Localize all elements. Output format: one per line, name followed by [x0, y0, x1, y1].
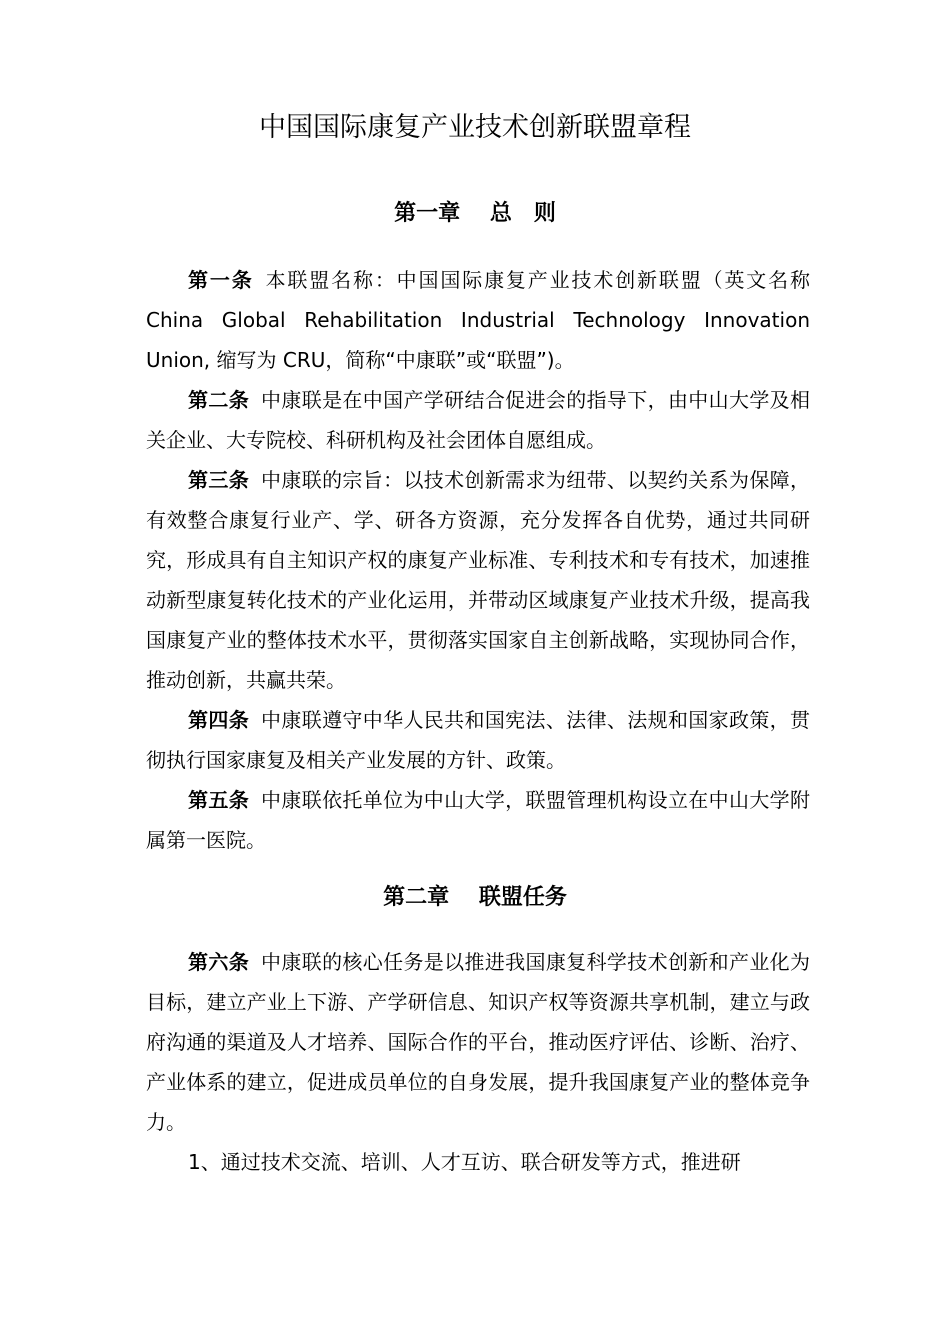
article-text: 中康联依托单位为中山大学，联盟管理机构设立在中山大学附属第一医院。 [146, 788, 811, 852]
article-text: 中康联遵守中华人民共和国宪法、法律、法规和国家政策，贯彻执行国家康复及相关产业发展的方针、政策。 [146, 708, 811, 772]
article-3 [146, 460, 810, 700]
article-label: 第二条 [188, 388, 250, 412]
article-2 [146, 380, 810, 460]
chapter-2-heading: 第二章 联盟任务 [383, 885, 567, 910]
article-4 [146, 700, 810, 780]
article-label: 第一条 [188, 268, 254, 292]
article-5 [146, 780, 810, 860]
article-label: 第三条 [188, 468, 250, 492]
article-text: 中康联的核心任务是以推进我国康复科学技术创新和产业化为目标，建立产业上下游、产学研信息、知识产权等资源共享机制，建立与政府沟通的渠道及人才培养、国际合作的平台，推动医疗评估、诊断、治疗、产业体系的建立，促进成员单位的自身发展，提升我国康复产业的整体竞争力。 [146, 950, 811, 1134]
article-text: 中康联的宗旨：以技术创新需求为纽带、以契约关系为保障，有效整合康复行业产、学、研各方资源，充分发挥各自优势，通过共同研究，形成具有自主知识产权的康复产业标准、专利技术和专有技术，加速推动新型康复转化技术的产业化运用，并带动区域康复产业技术升级，提高我国康复产业的整体技术水平，贯彻落实国家自主创新战略，实现协同合作，推动创新，共赢共荣。 [146, 468, 811, 692]
chapter-1-heading: 第一章 总 则 [394, 201, 556, 226]
article-label: 第五条 [188, 788, 250, 812]
chapter-1-body [146, 260, 810, 860]
article-6 [146, 942, 810, 1142]
article-text: 本联盟名称：中国国际康复产业技术创新联盟（英文名称 China Global Rehabilitation Industrial Technology Innovation Union, 缩写为 CRU，简称“中康联”或“联盟”)。 [146, 268, 811, 372]
article-label: 第六条 [188, 950, 250, 974]
article-text: 中康联是在中国产学研结合促进会的指导下，由中山大学及相关企业、大专院校、科研机构及社会团体自愿组成。 [146, 388, 811, 452]
list-item-1: 1、通过技术交流、培训、人才互访、联合研发等方式，推进研 [188, 1150, 741, 1174]
article-label: 第四条 [188, 708, 250, 732]
document-title: 中国国际康复产业技术创新联盟章程 [259, 112, 691, 143]
article-1 [146, 260, 810, 380]
chapter-2-body [146, 942, 810, 1182]
